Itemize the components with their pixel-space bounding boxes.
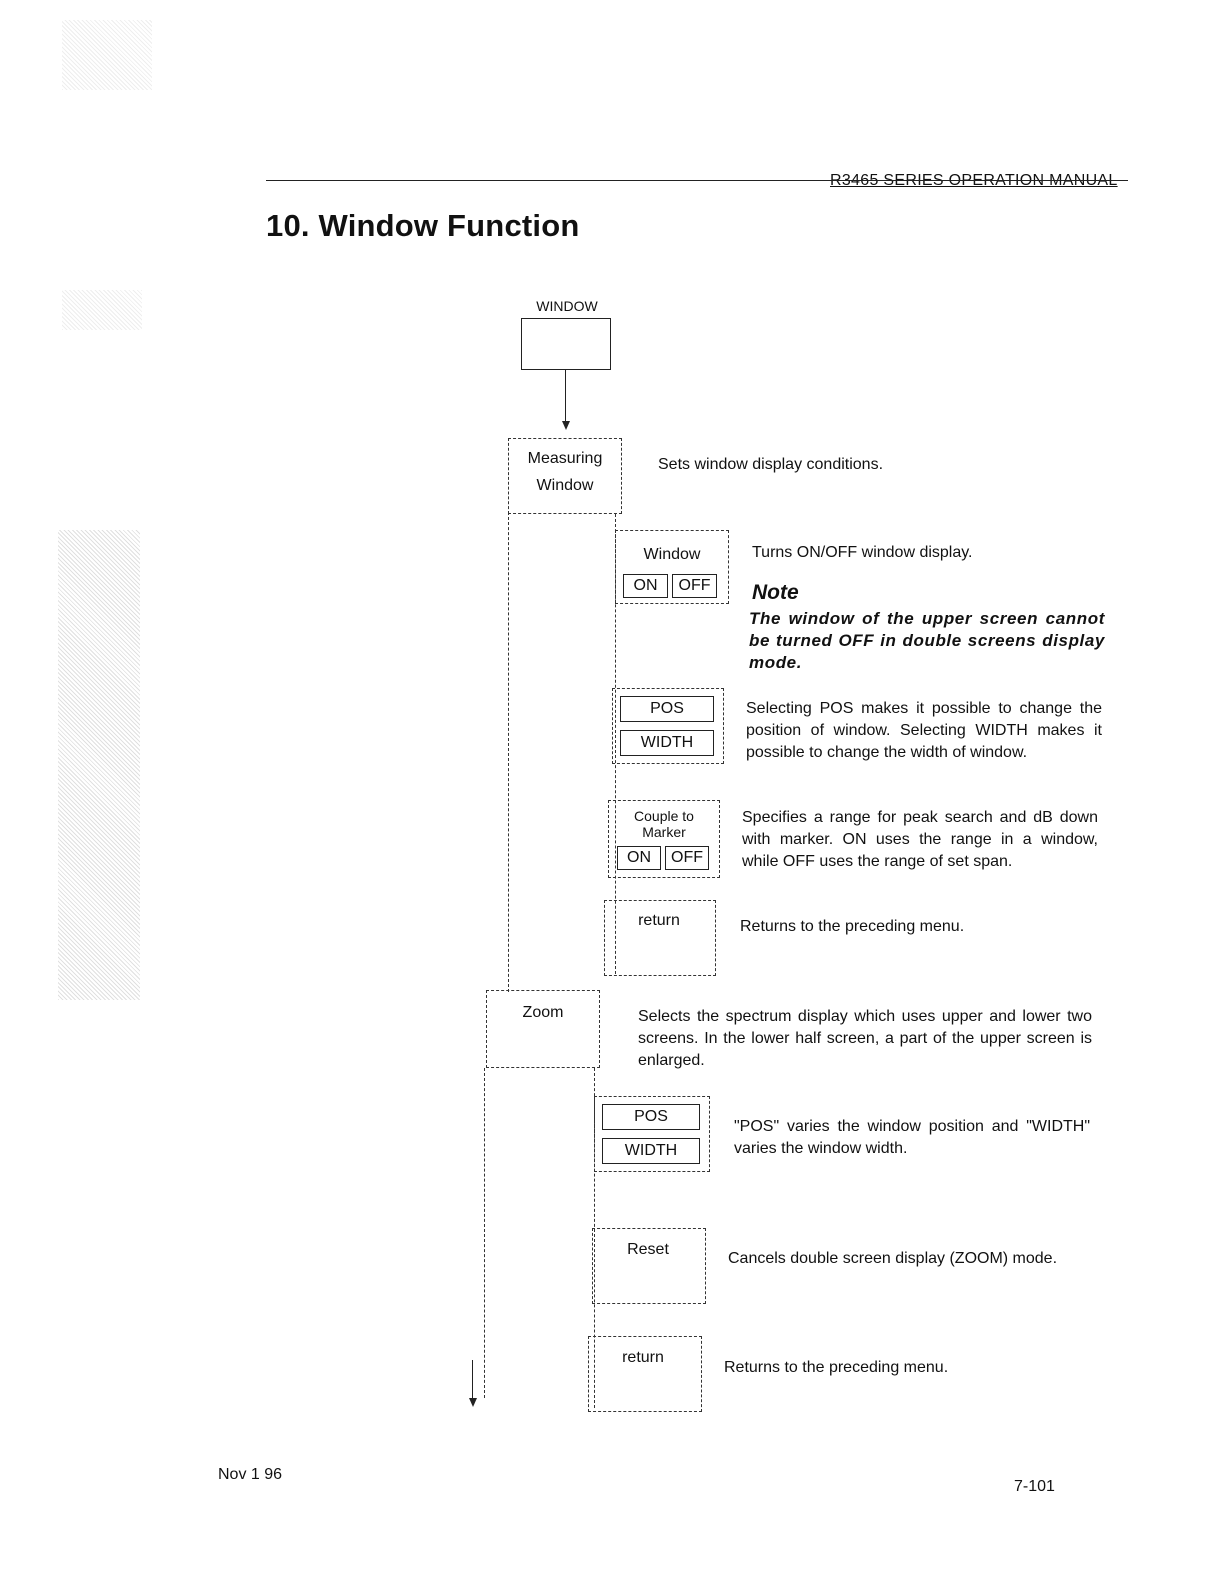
- measuring-window-label: Window: [536, 477, 594, 494]
- menu-spine: [508, 512, 509, 992]
- zoom-return-description: Returns to the preceding menu.: [724, 1359, 949, 1376]
- window-display-label: Window: [643, 546, 701, 563]
- footer-page-number: 7-101: [1014, 1478, 1055, 1495]
- reset-label: Reset: [627, 1241, 669, 1258]
- zoom-return-softkey[interactable]: [588, 1336, 702, 1412]
- zoom-width-button[interactable]: WIDTH: [602, 1138, 700, 1164]
- arrow-down-icon: [562, 421, 570, 430]
- couple-on-button[interactable]: ON: [617, 846, 661, 870]
- menu-spine-end: [472, 1360, 473, 1400]
- window-off-button[interactable]: OFF: [672, 574, 717, 598]
- measuring-window-label: Measuring: [527, 450, 603, 467]
- arrow-down-icon: [469, 1398, 477, 1407]
- zoom-label: Zoom: [522, 1004, 564, 1021]
- note-text: The window of the upper screen cannot be turned OFF in double screens display mode.: [749, 609, 1105, 672]
- zoom-pos-button[interactable]: POS: [602, 1104, 700, 1130]
- pos-width-description: Selecting POS makes it possible to change the position of window. Selecting WIDTH makes it possible to change the width of window.: [746, 700, 1102, 761]
- menu-spine: [484, 1068, 485, 1398]
- zoom-return-label: return: [622, 1349, 664, 1366]
- footer-date: Nov 1 96: [218, 1466, 283, 1483]
- window-on-button[interactable]: ON: [623, 574, 668, 598]
- window-display-description: Turns ON/OFF window display.: [752, 544, 973, 561]
- pos-button[interactable]: POS: [620, 696, 714, 722]
- couple-to-marker-label: Marker: [642, 824, 686, 840]
- couple-off-button[interactable]: OFF: [665, 846, 709, 870]
- return-label: return: [638, 912, 680, 929]
- scan-artifact: [62, 290, 142, 330]
- scan-artifact: [62, 20, 152, 90]
- return-description: Returns to the preceding menu.: [740, 918, 965, 935]
- couple-to-marker-label: Couple to: [634, 808, 694, 824]
- zoom-softkey[interactable]: [486, 990, 600, 1068]
- couple-to-marker-description: Specifies a range for peak search and dB down with marker. ON uses the range in a window, while OFF uses the range of set span.: [742, 809, 1098, 870]
- section-title: 10. Window Function: [266, 208, 580, 243]
- reset-description: Cancels double screen display (ZOOM) mode.: [728, 1250, 1058, 1267]
- manual-title: R3465 SERIES OPERATION MANUAL: [830, 172, 1118, 189]
- measuring-window-description: Sets window display conditions.: [658, 456, 884, 473]
- reset-softkey[interactable]: [592, 1228, 706, 1304]
- zoom-pos-width-description: "POS" varies the window position and "WIDTH" varies the window width.: [734, 1118, 1090, 1157]
- width-button[interactable]: WIDTH: [620, 730, 714, 756]
- header-rule: [266, 180, 1128, 181]
- window-key-label: WINDOW: [536, 298, 598, 314]
- scan-artifact: [58, 530, 140, 1000]
- note-title: Note: [752, 581, 799, 604]
- window-key[interactable]: [521, 318, 611, 370]
- zoom-description: Selects the spectrum display which uses upper and lower two screens. In the lower half screen, a part of the upper screen is enlarged.: [638, 1008, 1092, 1069]
- connector-line: [565, 370, 566, 422]
